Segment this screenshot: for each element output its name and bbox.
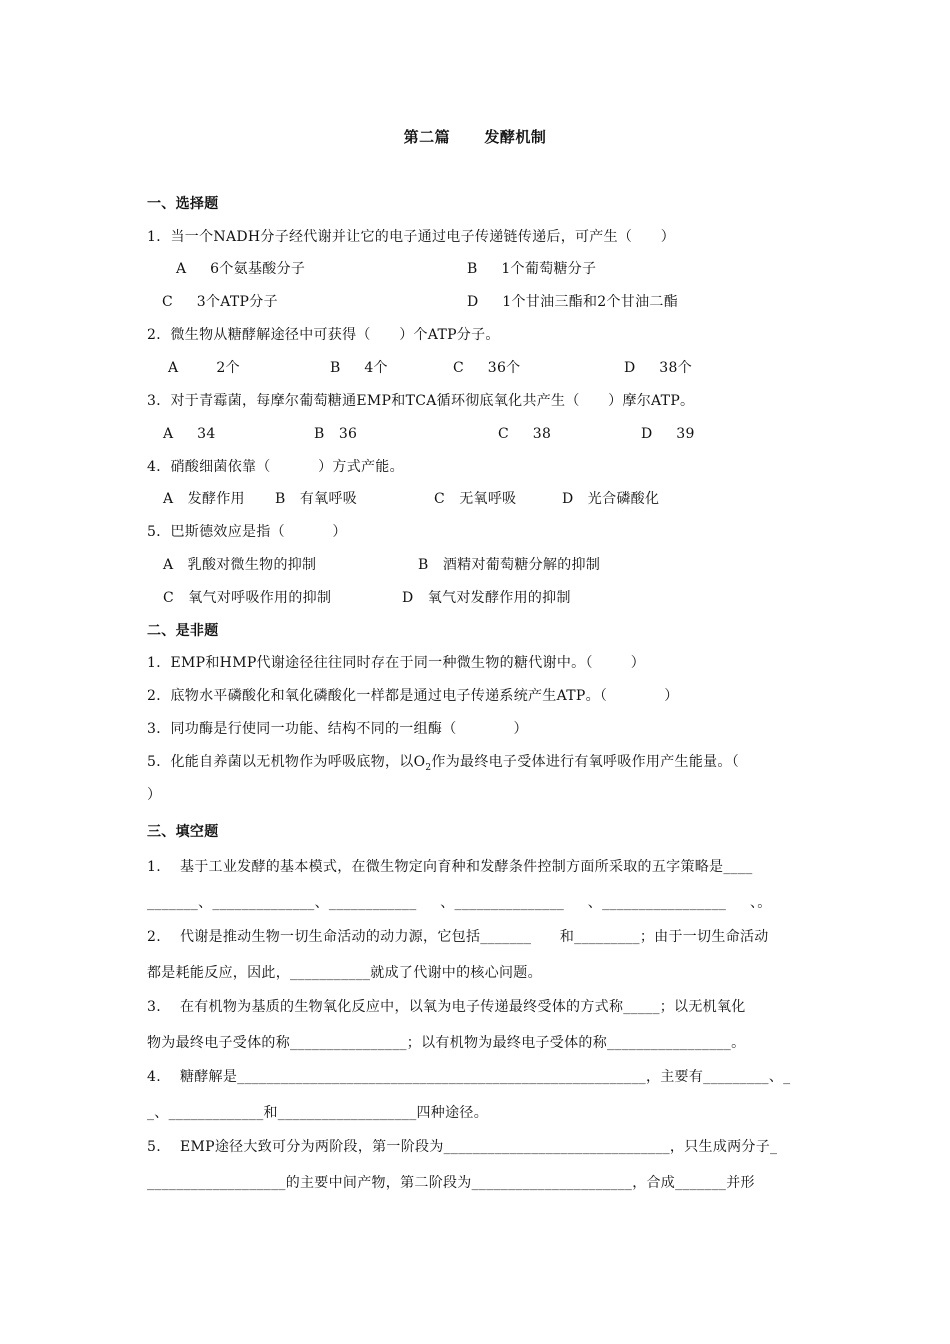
question-4: 4．硝酸细菌依靠（ ）方式产能。	[147, 459, 404, 475]
q1-option-c: C 3个ATP分子	[162, 294, 278, 310]
q5-option-b: B 酒精对葡萄糖分解的抑制	[418, 557, 601, 573]
question-2: 2．微生物从糖酵解途径中可获得（ ）个ATP分子。	[147, 327, 500, 343]
fill-line-4: 都是耗能反应，因此，___________就成了代谢中的核心问题。	[147, 965, 542, 981]
question-1: 1．当一个NADH分子经代谢并让它的电子通过电子传递链传递后，可产生（ ）	[147, 229, 675, 245]
fill-line-7: 4. 糖酵解是________________________________________________________，主要有_________、_	[147, 1069, 791, 1085]
fill-line-8: _、_____________和___________________四种途径。	[147, 1105, 488, 1121]
page-title: 第二篇 发酵机制	[403, 128, 547, 146]
fill-line-10: ___________________的主要中间产物，第二阶段为______________________，合成_______并形	[147, 1175, 755, 1191]
q3-option-c: C 38	[498, 426, 552, 442]
q4-option-a: A 发酵作用	[163, 491, 245, 507]
tf-item-1: 1．EMP和HMP代谢途径往往同时存在于同一种微生物的糖代谢中。（ ）	[147, 655, 646, 671]
section-heading-choice: 一、选择题	[147, 196, 219, 212]
q3-option-b: B 36	[314, 426, 358, 442]
q4-option-b: B 有氧呼吸	[275, 491, 358, 507]
tf-item-3: 3．同功酶是行使同一功能、结构不同的一组酶（ ）	[147, 721, 528, 737]
tf-item-5-close: ）	[147, 787, 162, 803]
q3-option-d: D 39	[641, 426, 695, 442]
fill-line-3: 2. 代谢是推动生物一切生命活动的动力源，它包括_______ 和_________；由于一切生命活动	[147, 929, 769, 945]
q2-option-b: B 4个	[330, 360, 388, 376]
q2-option-d: D 38个	[624, 360, 692, 376]
tf-item-5-part-a: 5．化能自养菌以无机物作为呼吸底物，以O	[147, 754, 426, 770]
q1-option-d: D 1个甘油三酯和2个甘油二酯	[467, 294, 678, 310]
q5-option-c: C 氧气对呼吸作用的抑制	[163, 590, 332, 606]
q5-option-d: D 氧气对发酵作用的抑制	[402, 590, 571, 606]
q5-option-a: A 乳酸对微生物的抑制	[163, 557, 317, 573]
tf-item-5-part-b: 作为最终电子受体进行有氧呼吸作用产生能量。（	[431, 754, 740, 770]
q1-option-a: A 6个氨基酸分子	[176, 261, 306, 277]
fill-line-6: 物为最终电子受体的称________________；以有机物为最终电子受体的称_________________。	[147, 1035, 746, 1051]
section-heading-true-false: 二、是非题	[147, 623, 219, 639]
question-5: 5．巴斯德效应是指（ ）	[147, 524, 347, 540]
q3-option-a: A 34	[163, 426, 216, 442]
q4-option-c: C 无氧呼吸	[434, 491, 517, 507]
section-heading-fill-blank: 三、填空题	[147, 824, 219, 840]
q2-option-a: A 2个	[168, 360, 240, 376]
q1-option-b: B 1个葡萄糖分子	[467, 261, 597, 277]
fill-line-1: 1. 基于工业发酵的基本模式，在微生物定向育种和发酵条件控制方面所采取的五字策略是____	[147, 859, 753, 875]
tf-item-5	[147, 753, 739, 771]
q2-option-c: C 36个	[453, 360, 521, 376]
oxygen-subscript: 2	[425, 762, 432, 773]
fill-line-2: _______、______________、____________ 、_______________ 、_________________ 、。	[147, 895, 772, 911]
q4-option-d: D 光合磷酸化	[562, 491, 660, 507]
tf-item-2: 2．底物水平磷酸化和氧化磷酸化一样都是通过电子传递系统产生ATP。（ ）	[147, 688, 679, 704]
fill-line-5: 3. 在有机物为基质的生物氧化反应中，以氧为电子传递最终受体的方式称_____；以无机氧化	[147, 999, 746, 1015]
fill-line-9: 5. EMP途径大致可分为两阶段，第一阶段为_______________________________，只生成两分子_	[147, 1139, 778, 1155]
question-3: 3．对于青霉菌，每摩尔葡萄糖通EMP和TCA循环彻底氧化共产生（ ）摩尔ATP。	[147, 393, 695, 409]
